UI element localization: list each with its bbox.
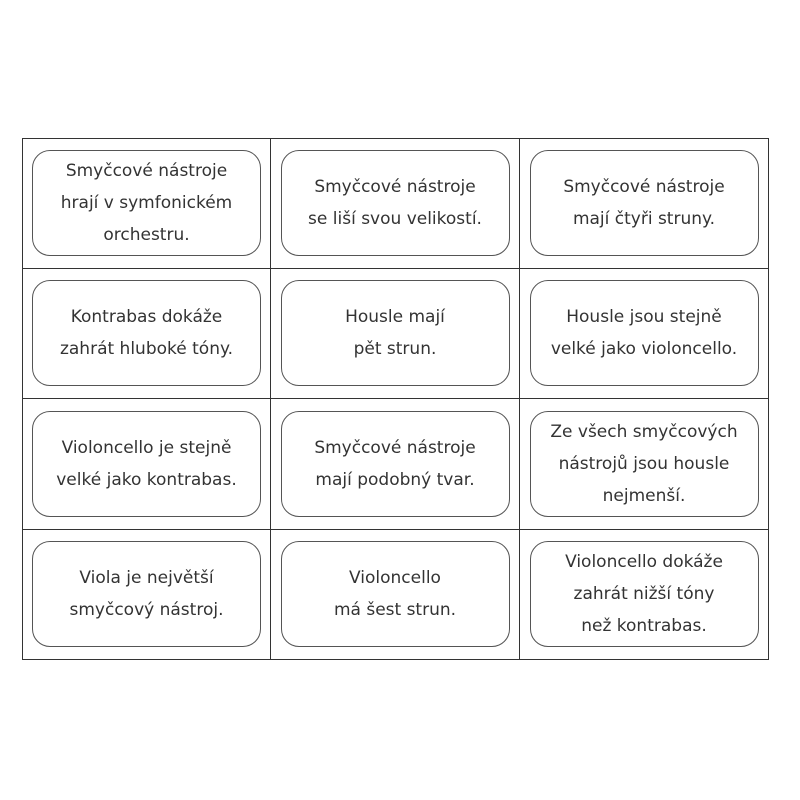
statement-card[interactable]: Violoncello dokáže zahrát nižší tóny než kontrabas. — [530, 541, 759, 647]
card-sheet — [22, 138, 769, 660]
statement-card[interactable]: Smyčcové nástroje mají podobný tvar. — [281, 411, 510, 517]
statement-card[interactable]: Housle jsou stejně velké jako violoncello. — [530, 280, 759, 386]
statement-card[interactable]: Smyčcové nástroje mají čtyři struny. — [530, 150, 759, 256]
card-cell — [520, 269, 769, 400]
card-cell — [22, 269, 271, 400]
card-cell — [22, 138, 271, 269]
card-cell — [271, 138, 520, 269]
statement-card[interactable]: Violoncello je stejně velké jako kontrabas. — [32, 411, 261, 517]
card-cell — [271, 269, 520, 400]
statement-card[interactable]: Housle mají pět strun. — [281, 280, 510, 386]
statement-card[interactable]: Smyčcové nástroje hrají v symfonickém orchestru. — [32, 150, 261, 256]
statement-card[interactable]: Ze všech smyčcových nástrojů jsou housle nejmenší. — [530, 411, 759, 517]
card-cell — [22, 530, 271, 661]
statement-card[interactable]: Smyčcové nástroje se liší svou velikostí. — [281, 150, 510, 256]
card-cell — [271, 399, 520, 530]
card-cell — [520, 138, 769, 269]
statement-card[interactable]: Violoncello má šest strun. — [281, 541, 510, 647]
card-cell — [520, 399, 769, 530]
statement-card[interactable]: Viola je největší smyčcový nástroj. — [32, 541, 261, 647]
card-cell — [22, 399, 271, 530]
statement-card[interactable]: Kontrabas dokáže zahrát hluboké tóny. — [32, 280, 261, 386]
card-cell — [271, 530, 520, 661]
card-cell — [520, 530, 769, 661]
